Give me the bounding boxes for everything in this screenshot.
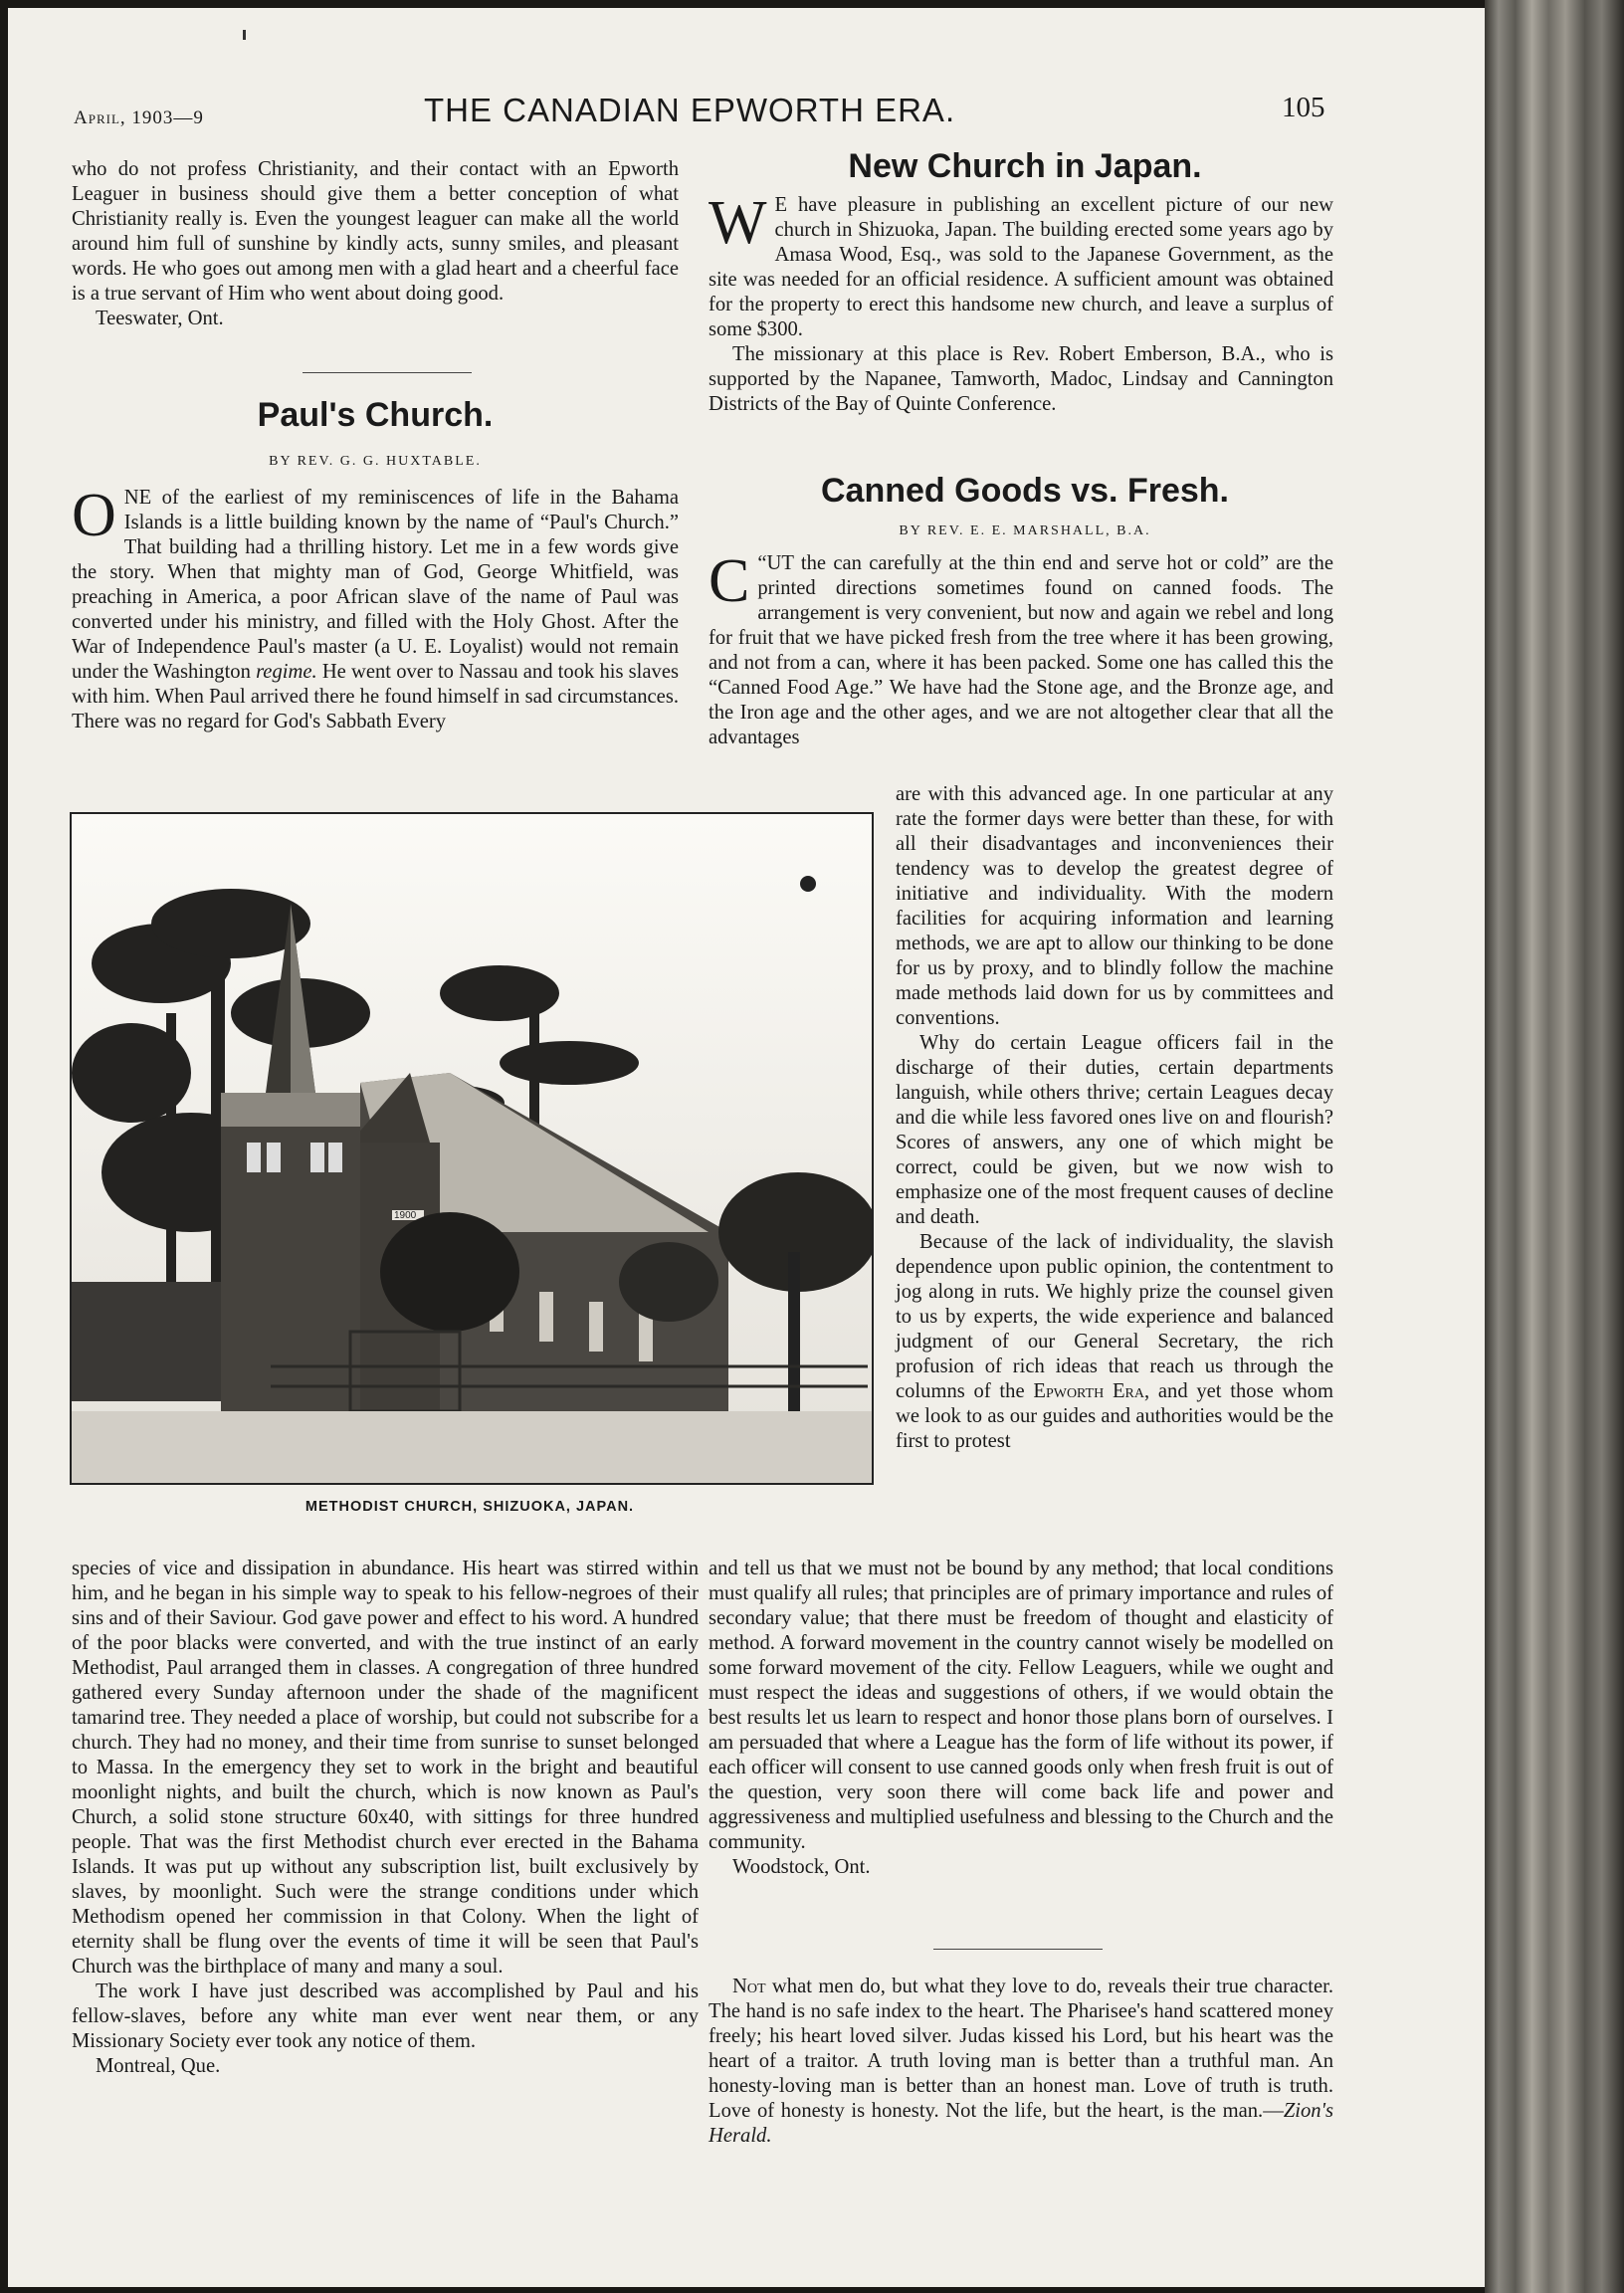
new-church-article	[709, 189, 1333, 417]
book-binding-edge	[1485, 0, 1624, 2293]
photo-caption: METHODIST CHURCH, SHIZUOKA, JAPAN.	[304, 1499, 635, 1515]
closing-source: Zion's Herald.	[709, 2100, 1333, 2147]
article-title-canned-goods: Canned Goods vs. Fresh.	[821, 472, 1229, 510]
signature-woodstock: Woodstock, Ont.	[732, 1856, 871, 1878]
canned-paragraph-3a: Because of the lack of individuality, the slavish dependence upon public opinion, the contentment to jog along in ruts. We highly prize the counsel given to us by experts, the wide experience and balanced judgment of our General Secretary, the rich profusion of rich ideas that reach us through the columns of the	[896, 1231, 1333, 1402]
epworth-era-name: Epworth Era,	[1033, 1380, 1150, 1402]
intro-text: NE of the earliest of my reminiscences of life in the Bahama Islands is a little building known by the name of “Paul's Church.” That building had a thrilling history. Let me in a few words give the story. When that mighty man of God, George Whitfield, was preaching in America, a poor African slave of the name of Paul was converted under his ministry, and filled with the Holy Ghost. After the War of Independence Paul's master (a U. E. Loyalist) would not remain under the Washington	[72, 487, 679, 683]
canned-goods-narrow-column	[896, 782, 1333, 1454]
drop-cap-w: W	[709, 189, 767, 257]
new-church-paragraph-2: The missionary at this place is Rev. Robert Emberson, B.A., who is supported by the Napanee, Tamworth, Madoc, Lindsay and Cannington Districts of the Bay of Quinte Conference.	[709, 343, 1333, 415]
drop-cap-o: O	[72, 482, 116, 549]
church-illustration	[72, 814, 872, 1483]
canned-paragraph-1-narrow: are with this advanced age. In one particular at any rate the former days were better than these, for with all their disadvantages and inconveniences their tendency was to develop the greatest degree of initiative and individuality. With the modern facilities for acquiring information and learning methods, we are apt to allow our thinking to be done for us by proxy, and to blindly follow the machine made methods laid down for us by committees and conventions.	[896, 783, 1333, 1029]
pauls-church-closing: The work I have just described was accomplished by Paul and his fellow-slaves, before any white man ever went near them, or any Missionary Society ever took any notice of them.	[72, 1980, 699, 2052]
canned-goods-intro	[709, 547, 1333, 750]
building-date-sign: 1900	[394, 1210, 417, 1221]
divider-rule	[303, 372, 472, 373]
issue-date: April, 1903—9	[74, 107, 204, 128]
intro-italic: regime.	[256, 661, 317, 683]
divider-rule-2	[933, 1949, 1103, 1950]
magazine-page	[8, 8, 1489, 2287]
canned-paragraph-1-top: UT the can carefully at the thin end and serve hot or cold” are the printed directions sometimes found on canned foods. The arrangement is very convenient, but now and again we rebel and long for fruit that we have picked fresh from the tree where it has been growing, and not from a can, where it has been packed. Some one has called this the “Canned Food Age.” We have had the Stone age, and the Bronze age, and the Iron age and the other ages, and we are not altogether clear that all the advantages	[709, 552, 1333, 748]
article-title-new-church: New Church in Japan.	[848, 147, 1202, 185]
byline-huxtable: BY REV. G. G. HUXTABLE.	[269, 454, 482, 469]
canned-goods-wide-continuation	[709, 1557, 1333, 1880]
intro-end-text: He went over to Nassau and took his slaves with him. When Paul arrived there he found himself in sad circumstances. There was no regard for God's Sabbath Every	[72, 661, 679, 732]
left-top-article	[72, 157, 679, 331]
pauls-church-intro	[72, 482, 679, 734]
signature-teeswater: Teeswater, Ont.	[96, 308, 224, 329]
signature-montreal: Montreal, Que.	[96, 2055, 221, 2077]
closing-note	[709, 1975, 1333, 2149]
drop-cap-c: C	[709, 547, 750, 615]
article-title-pauls-church: Paul's Church.	[257, 396, 494, 434]
closing-text: what men do, but what they love to do, reveals their true character. The hand is no safe index to the heart. The Pharisee's hand scattered money freely; his heart loved silver. Judas kissed his Lord, but his heart was the heart of a traitor. A truth loving man is better than a truthful man. An honesty-loving man is better than an honest man. Love of truth is truth. Love of honesty is honesty. Not the life, but the heart, is the man.—	[709, 1976, 1334, 2122]
continued-paragraph: who do not profess Christianity, and their contact with an Epworth Leaguer in business should give them a better conception of what Christianity really is. Even the youngest leaguer can make all the world around him full of sunshine by kindly acts, sunny smiles, and pleasant words. He who goes out among men with a glad heart and a cheerful face is a true servant of Him who went about doing good.	[72, 158, 679, 305]
canned-paragraph-2: Why do certain League officers fail in the discharge of their duties, certain departments languish, while others thrive; certain Leagues decay and die while less favored ones live on and flourish? Scores of answers, any one of which might be correct, could be given, but we now wish to emphasize one of the most frequent causes of decline and death.	[896, 1032, 1333, 1228]
masthead-title: THE CANADIAN EPWORTH ERA.	[424, 92, 956, 128]
opening-quote: “	[757, 552, 767, 574]
pauls-church-continued	[72, 1557, 699, 2079]
closing-lead-word: Not	[732, 1976, 766, 1997]
page-number: 105	[1282, 92, 1325, 123]
canned-paragraph-3-wide: and tell us that we must not be bound by any method; that local conditions must qualify all rules; that principles are of primary importance and rules of secondary value; that there must be freedom of thought and elasticity of method. A forward movement in the country cannot wisely be modelled on some forward movement of the city. Fellow Leaguers, while we ought and must respect the ideas and suggestions of others, if we would obtain the best results let us learn to respect and honor those plans born of ourselves. I am persuaded that where a League has the form of life without its power, if each officer will consent to use canned goods only when fresh fruit is out of the question, very soon there will come back life and power and aggressiveness and multiplied usefulness and blessing to the Church and the community.	[709, 1558, 1333, 1853]
print-speck	[243, 30, 246, 40]
byline-marshall: BY REV. E. E. MARSHALL, B.A.	[899, 523, 1151, 538]
church-photograph	[70, 812, 874, 1485]
canned-paragraph-3b: and yet those whom we look to as our guides and authorities would be the first to protest	[896, 1380, 1333, 1452]
new-church-paragraph-1: E have pleasure in publishing an excellent picture of our new church in Shizuoka, Japan. The building erected some years ago by Amasa Wood, Esq., was sold to the Japanese Government, as the site was needed for an official residence. A sufficient amount was obtained for the property to erect this handsome new church, and leave a surplus of some $300.	[709, 194, 1333, 340]
pauls-church-body: species of vice and dissipation in abundance. His heart was stirred within him, and he began in his simple way to speak to his fellow-negroes of their sins and of their Saviour. God gave power and effect to his word. A hundred of the poor blacks were converted, and with the true instinct of an early Methodist, Paul arranged them in classes. A congregation of three hundred gathered every Sunday afternoon under the shade of the magnificent tamarind tree. They needed a place of worship, but could not subscribe for a church. They had no money, and their time from sunrise to sunset belonged to Massa. In the emergency they set to work in the bright and beautiful moonlight nights, and built the church, which is now known as Paul's Church, a solid stone structure 60x40, with sittings for three hundred people. That was the first Methodist church ever erected in the Bahama Islands. It was put up without any subscription list, built exclusively by slaves, by moonlight. Such were the strange conditions under which Methodism opened her commission in that Colony. When the light of eternity shall be flung over the events of time it will be seen that Paul's Church was the birthplace of many and many a soul.	[72, 1558, 699, 1978]
